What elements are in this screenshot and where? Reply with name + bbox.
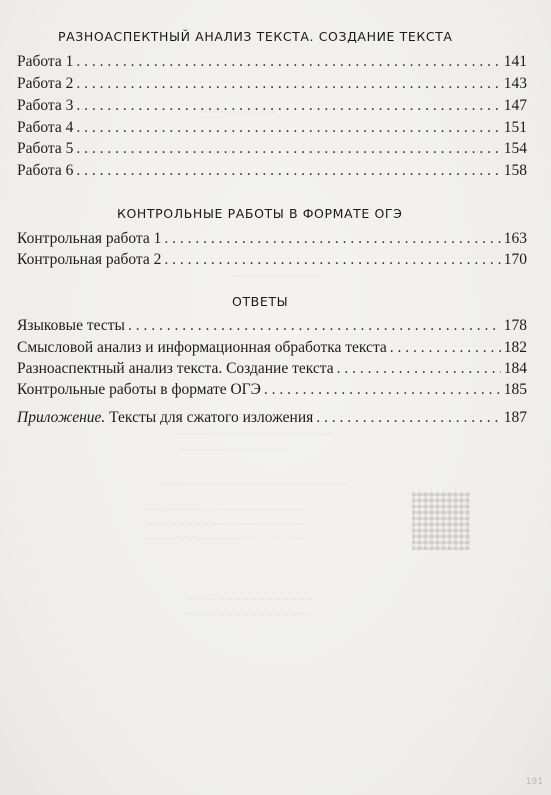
toc-entry[interactable] [17, 339, 527, 359]
bleed-through-text: ·································· [230, 272, 321, 281]
toc-entry-page: 187 [503, 409, 527, 426]
bleed-through-text: ····························································· [145, 520, 308, 529]
toc-entry[interactable] [17, 140, 527, 160]
toc-entry-page: 185 [503, 381, 527, 398]
toc-entry-label [17, 409, 313, 427]
bleed-through-text: ·············································· [185, 610, 308, 619]
dot-leader [264, 381, 501, 399]
bleed-through-text: ········································ [180, 446, 287, 455]
dot-leader [76, 119, 500, 137]
toc-entry-page: 151 [503, 119, 527, 136]
bleed-through-text: ························································· [180, 430, 332, 439]
toc-entry-label: Языковые тесты [17, 317, 125, 334]
bleed-through-text: ························· [215, 170, 282, 179]
bleed-through-text: ····························································· [145, 505, 308, 514]
toc-entry[interactable] [17, 381, 527, 401]
toc-entry-page: 147 [503, 97, 527, 114]
dot-leader [76, 97, 500, 115]
dot-leader [76, 162, 500, 180]
toc-entry[interactable] [17, 230, 527, 250]
toc-entry-page: 170 [503, 251, 527, 268]
section-heading: КОНТРОЛЬНЫЕ РАБОТЫ В ФОРМАТЕ ОГЭ [117, 206, 403, 221]
toc-entry-label: Работа 5 [17, 140, 74, 157]
toc-entry-label: Работа 3 [17, 97, 74, 114]
toc-entry-label: Контрольная работа 1 [17, 230, 162, 247]
section-heading: ОТВЕТЫ [232, 294, 289, 309]
bleed-through-text: ················································ [185, 595, 313, 604]
dot-leader [316, 409, 501, 427]
toc-entry-label: Работа 4 [17, 119, 74, 136]
dot-leader [164, 251, 500, 269]
bleed-through-text: ······································································· [160, 480, 350, 489]
toc-entry-page: 184 [503, 360, 527, 377]
bleed-through-qr-code [412, 492, 470, 550]
toc-entry-label: Контрольная работа 2 [17, 251, 162, 268]
dot-leader [337, 360, 501, 378]
dot-leader [76, 53, 500, 71]
toc-entry-label: Работа 6 [17, 162, 74, 179]
toc-entry-label: Разноаспектный анализ текста. Создание текста [17, 360, 334, 377]
toc-entry[interactable] [17, 162, 527, 182]
toc-entry-page: 182 [503, 339, 527, 356]
toc-entry[interactable] [17, 97, 527, 117]
dot-leader [128, 317, 501, 335]
corner-page-mark: 191 [525, 777, 543, 787]
toc-entry-label: Смысловой анализ и информационная обработка текста [17, 339, 387, 356]
section-heading: РАЗНОАСПЕКТНЫЙ АНАЛИЗ ТЕКСТА. СОЗДАНИЕ ТЕКСТА [58, 29, 453, 44]
toc-entry-page: 154 [503, 140, 527, 157]
toc-entry-page: 143 [503, 75, 527, 92]
dot-leader [76, 140, 500, 158]
toc-entry[interactable] [17, 251, 527, 271]
toc-entry-page: 141 [503, 53, 527, 70]
toc-entry-page: 178 [503, 317, 527, 334]
toc-entry-label: Работа 2 [17, 75, 74, 92]
toc-entry-page: 163 [503, 230, 527, 247]
toc-entry[interactable] [17, 119, 527, 139]
bleed-through-text: ····························································· [145, 535, 308, 544]
toc-entry[interactable] [17, 75, 527, 95]
toc-entry-page: 158 [503, 162, 527, 179]
toc-entry-appendix[interactable] [17, 409, 527, 429]
dot-leader [76, 75, 500, 93]
dot-leader [164, 230, 500, 248]
toc-entry[interactable] [17, 317, 527, 337]
appendix-italic-label: Приложение. [17, 409, 106, 426]
toc-entry[interactable] [17, 360, 527, 380]
toc-entry-label: Работа 1 [17, 53, 74, 70]
toc-entry-label: Контрольные работы в формате ОГЭ [17, 381, 261, 398]
toc-entry[interactable] [17, 53, 527, 73]
dot-leader [390, 339, 501, 357]
bleed-through-text: ····························· [200, 108, 278, 117]
appendix-title: Тексты для сжатого изложения [105, 409, 314, 426]
